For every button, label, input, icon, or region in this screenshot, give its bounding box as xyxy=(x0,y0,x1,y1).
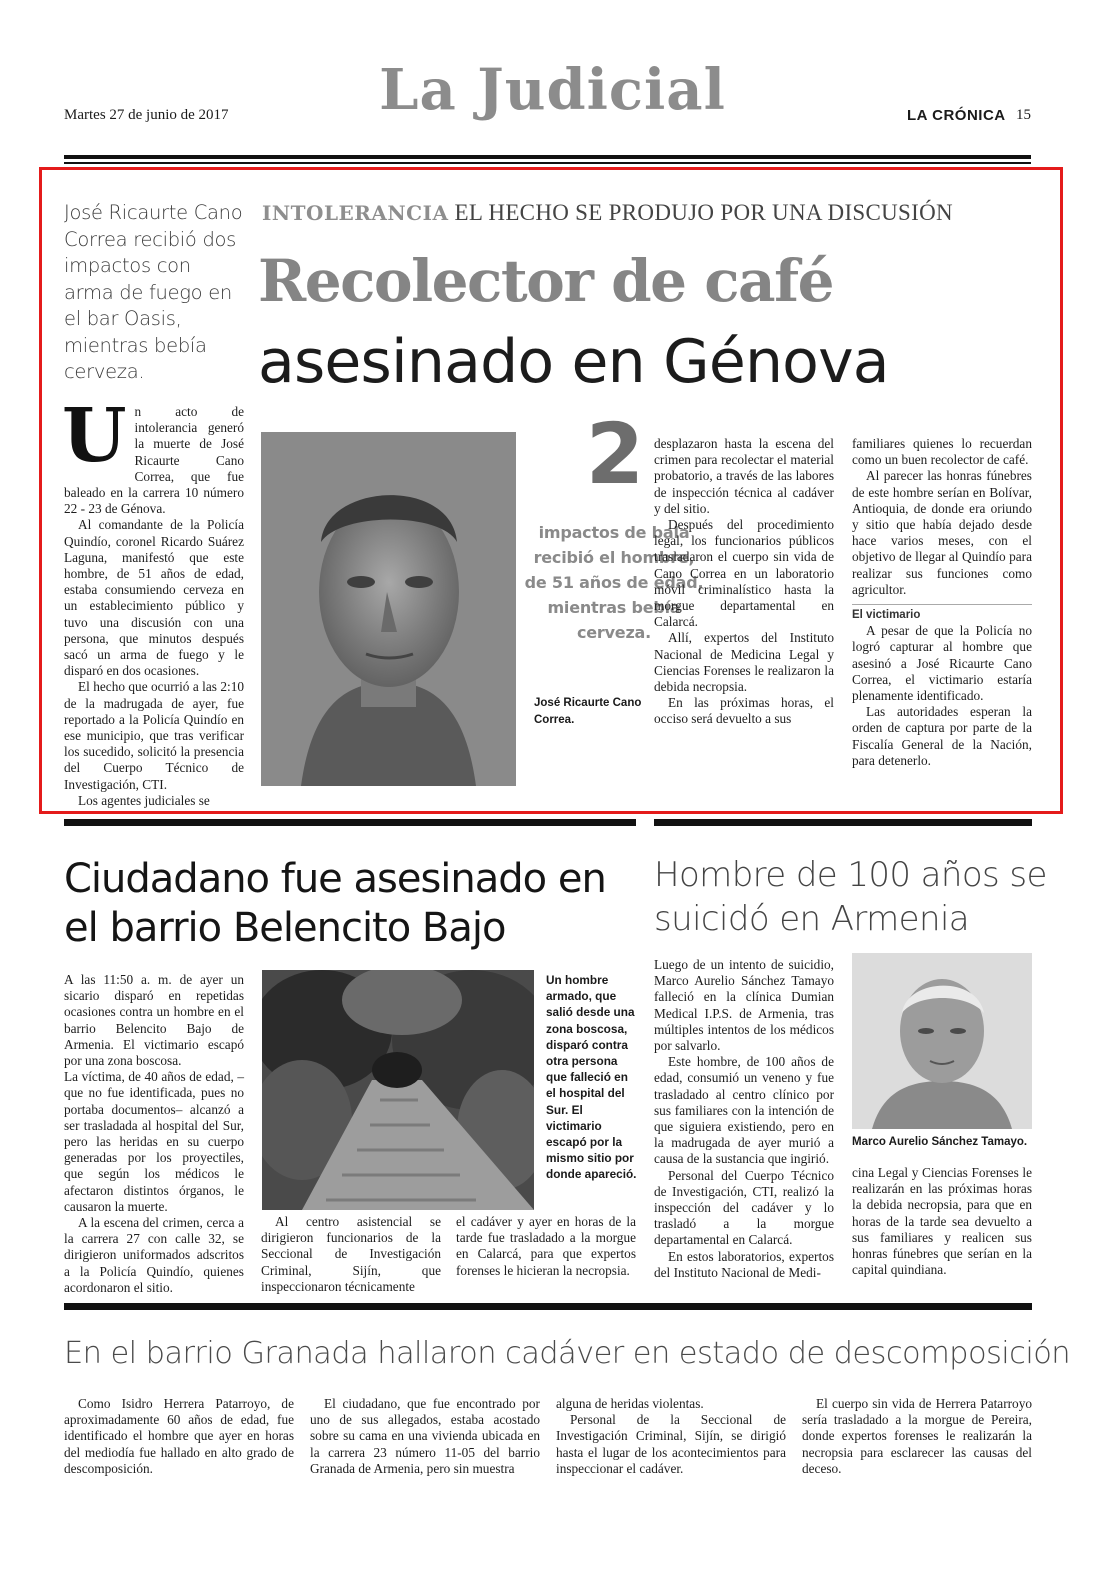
portrait-image xyxy=(852,953,1032,1129)
paragraph: n acto de intolerancia generó la muerte de José Ricaurte Cano Correa, que fue baleado en la carrera 10 número 22 - 23 de Génova. xyxy=(64,404,244,517)
article-c-column-2 xyxy=(852,1165,1032,1278)
paragraph: alguna de heridas violentas. xyxy=(556,1396,704,1411)
paragraph: Como Isidro Herrera Patarroyo, de aproximadamente 60 años de edad, fue identificado el hombre que ayer en horas del mediodía fue hallado en alto grado de descomposición. xyxy=(64,1396,294,1476)
main-article-deck: José Ricaurte Cano Correa recibió dos impactos con arma de fuego en el bar Oasis, mientras bebía cerveza. xyxy=(64,201,243,383)
paragraph: Al parecer las honras fúnebres de este hombre serían en Bolívar, Antioquia, de donde era oriundo y sitio que había dejado desde hace varios meses, con el objetivo de llegar al Quindío para realizar sus funciones como agricultor. xyxy=(852,468,1032,597)
pull-quote: impactos de bala recibió el hombre, de 51 años de edad, mientras bebía cerveza. xyxy=(524,523,704,642)
paragraph: Luego de un intento de suicidio, Marco Aurelio Sánchez Tamayo falleció en la clínica Dumian Medical I.P.S. de Armenia, tras múltiples intentos de los médicos por salvarlo. xyxy=(654,957,834,1054)
photo-caption: Marco Aurelio Sánchez Tamayo. xyxy=(852,1136,1028,1148)
article-d-column-1 xyxy=(64,1396,294,1477)
paragraph: A pesar de que la Policía no logró capturar al hombre que asesinó a José Ricaurte Cano Correa, el victimario estaría plenamente identificado. xyxy=(852,623,1032,704)
victim-portrait-photo xyxy=(261,432,516,786)
issue-date: Martes 27 de junio de 2017 xyxy=(64,107,229,123)
section-rule xyxy=(64,819,636,826)
subheading: El victimario xyxy=(852,604,1032,623)
portrait-image xyxy=(261,432,516,786)
article-b-headline: Ciudadano fue asesinado en el barrio Belencito Bajo xyxy=(64,856,606,951)
section-rule xyxy=(64,1303,1032,1310)
header-rule-thin xyxy=(64,162,1031,164)
paragraph: Las autoridades esperan la orden de captura por parte de la Fiscalía General de la Nación, para detenerlo. xyxy=(852,704,1032,768)
paragraph: Personal de la Seccional de Investigación Criminal, Sijín, se dirigió hasta el lugar de los acontecimientos para inspeccionar el cadáver. xyxy=(556,1412,786,1476)
main-headline-line1: Recolector de café xyxy=(258,247,833,315)
paragraph: Al centro asistencial se dirigieron funcionarios de la Seccional de Investigación Criminal, Sijín, que inspeccionaron técnicamente xyxy=(261,1214,441,1294)
article-d-column-2 xyxy=(310,1396,540,1477)
paragraph: Los agentes judiciales se xyxy=(78,792,210,808)
header-rule-thick xyxy=(64,155,1031,159)
paragraph: El cuerpo sin vida de Herrera Patarroyo sería trasladado a la morgue de Pereira, donde expertos forenses le realizarán la necropsia para esclarecer las causas del deceso. xyxy=(802,1396,1032,1476)
page-number: 15 xyxy=(1016,107,1031,123)
main-article-column-3 xyxy=(654,436,834,728)
article-c-headline: Hombre de 100 años se suicidó en Armenia xyxy=(654,855,1047,939)
main-article-column-1 xyxy=(62,393,244,809)
article-d-column-4 xyxy=(802,1396,1032,1477)
article-c-column-1 xyxy=(654,957,834,1281)
paragraph: familiares quienes lo recuerdan como un buen recolector de café. xyxy=(852,436,1032,468)
main-article-column-4 xyxy=(852,436,1032,769)
paragraph: En estos laboratorios, expertos del Instituto Nacional de Medi- xyxy=(654,1248,834,1280)
paragraph: Personal del Cuerpo Técnico de Investigación, CTI, realizó la inspección del cadáver y lo trasladó a la morgue departamental en Calarcá. xyxy=(654,1167,834,1248)
article-b-column-2 xyxy=(261,1214,441,1295)
section-rule xyxy=(654,819,1032,826)
article-d-column-3 xyxy=(556,1396,786,1477)
dropcap: U xyxy=(62,393,127,479)
photo-caption: José Ricaurte Cano Correa. xyxy=(534,697,642,726)
photo-caption: Un hombre armado, que salió desde una zona boscosa, disparó contra otra persona que falleció en el hospital del Sur. El victimario escapó por la mismo sitio por donde apareció. xyxy=(546,973,637,1182)
paragraph: A la escena del crimen, cerca a la carrera 27 con calle 32, se dirigieron uniformados adscritos a la Policía Quindío, quienes acordonaron el sitio. xyxy=(64,1215,244,1295)
article-b-column-1 xyxy=(64,972,244,1296)
article-d-headline: En el barrio Granada hallaron cadáver en estado de descomposición xyxy=(64,1336,1070,1371)
kicker-tag: INTOLERANCIA xyxy=(262,201,449,225)
paragraph: cina Legal y Ciencias Forenses le realizarán en las próximas horas la debida necropsia, para que en horas de la tarde sea devuelto a sus familiares y realicen sus honras fúnebres que serían en la capital quindiana. xyxy=(852,1165,1032,1278)
paragraph: Después del procedimiento legal, los funcionarios públicos trasladaron el cuerpo sin vida de Cano Correa en un laboratorio móvil criminalístico hasta la morgue departamental en Calarcá. xyxy=(654,517,834,630)
paragraph: desplazaron hasta la escena del crimen para recolectar el material probatorio, a través de las labores de inspección técnica al cadáver y del sitio. xyxy=(654,436,834,516)
paragraph: Este hombre, de 100 años de edad, consumió un veneno y fue trasladado al centro clínico por sus familiares con la intención de que siguiera existiendo, pero en la madrugada de ayer murió a causa de la sustancia que ingirió. xyxy=(654,1054,834,1167)
crime-scene-photo xyxy=(262,970,534,1210)
paragraph: Al comandante de la Policía Quindío, coronel Ricardo Suárez Laguna, manifestó que este hombre, de 51 años de edad, estaba consumiendo cerveza en un establecimiento público y tuvo una discusión con una persona, que minutos después sacó un arma de fuego y le disparó en dos ocasiones. xyxy=(64,517,244,679)
section-title: La Judicial xyxy=(379,57,726,123)
paragraph: La víctima, de 40 años de edad, –que no fue identificada, pues no portaba documentos– alcanzó a ser trasladada al hospital del Sur, pero las heridas en su cuerpo generadas por los proyectiles, que según los médicos le afectaron distintos órganos, le causaron la muerte. xyxy=(64,1069,244,1214)
paragraph: El ciudadano, que fue encontrado por uno de sus allegados, estaba acostado sobre su cama en una vivienda ubicada en la carrera 23 número 11-05 del barrio Granada de Armenia, pero sin muestra xyxy=(310,1396,540,1476)
paragraph: En las próximas horas, el occiso será devuelto a sus xyxy=(654,695,834,727)
elderly-man-portrait-photo xyxy=(852,953,1032,1129)
paragraph: A las 11:50 a. m. de ayer un sicario disparó en repetidas ocasiones contra un hombre en el barrio Belencito Bajo de Armenia. El victimario escapó por una zona boscosa. xyxy=(64,972,244,1069)
stat-number: 2 xyxy=(585,405,645,503)
newspaper-name: LA CRÓNICA xyxy=(907,107,1006,124)
main-headline-line2: asesinado en Génova xyxy=(258,327,889,397)
forest-path-image xyxy=(262,970,534,1210)
paragraph: el cadáver y ayer en horas de la tarde fue trasladado a la morgue en Calarcá, para que expertos forenses le hicieran la necropsia. xyxy=(456,1214,636,1278)
kicker-text: EL HECHO SE PRODUJO POR UNA DISCUSIÓN xyxy=(448,200,953,225)
paragraph: Allí, expertos del Instituto Nacional de Medicina Legal y Ciencias Forenses le realizaron la debida necropsia. xyxy=(654,630,834,695)
main-article-kicker xyxy=(262,200,953,226)
article-b-column-3 xyxy=(456,1214,636,1279)
paragraph: El hecho que ocurrió a las 2:10 de la madrugada de ayer, fue reportado a la Policía Quindío en ese municipio, que tras verificar los sucedido, solicitó la presencia del Cuerpo Técnico de Investigación, CTI. xyxy=(64,679,244,792)
